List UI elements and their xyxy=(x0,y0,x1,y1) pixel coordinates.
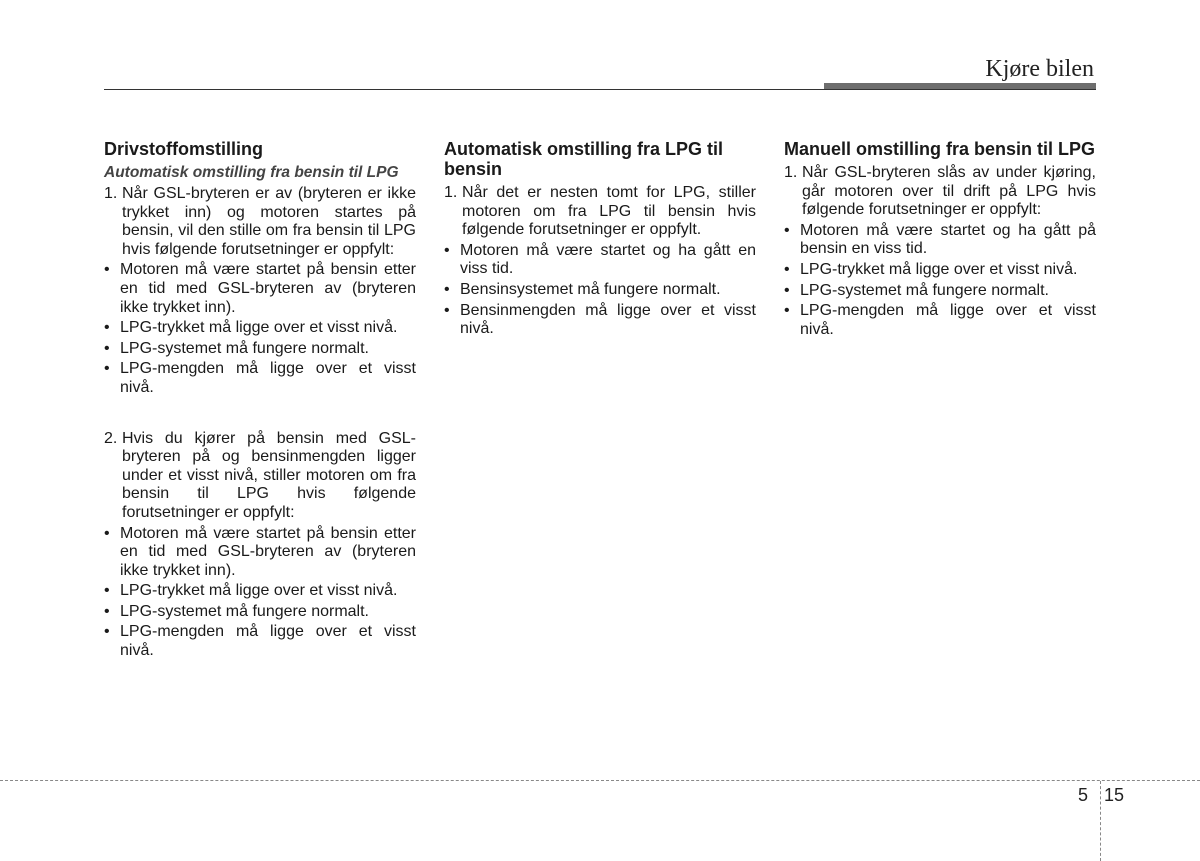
bullet-icon: • xyxy=(444,241,450,259)
bullet-text: Motoren må være startet og ha gått på bensin en viss tid. xyxy=(800,221,1096,258)
page-number: 15 xyxy=(1104,785,1125,805)
bullet-icon: • xyxy=(784,302,790,320)
header-rule xyxy=(104,89,1096,90)
item-text: Hvis du kjører på bensin med GSL-bryteren på og bensinmengden ligger under et visst nivå, stiller motoren om fra bensin til LPG hvis følgende forutsetninger er oppfylt: xyxy=(122,429,416,521)
column-manual-bensin-to-lpg xyxy=(784,139,1096,341)
column-subtitle: Automatisk omstilling fra bensin til LPG xyxy=(104,164,399,181)
bullet-text: LPG-mengden må ligge over et visst nivå. xyxy=(120,360,416,396)
column-title: Automatisk omstilling fra LPG til bensin xyxy=(444,139,724,179)
bullet-icon: • xyxy=(104,360,110,378)
bullet-item xyxy=(104,525,416,581)
spacer xyxy=(104,400,416,430)
bullet-item xyxy=(784,261,1096,280)
item-number: 1. xyxy=(444,184,458,201)
bullet-text: LPG-systemet må fungere normalt. xyxy=(800,281,1049,299)
column-title: Manuell omstilling fra bensin til LPG xyxy=(784,139,1096,159)
bullet-icon: • xyxy=(104,339,110,357)
footer-rule xyxy=(0,780,1200,781)
bullet-icon: • xyxy=(784,281,790,299)
bullet-item xyxy=(104,360,416,397)
item-text: Når GSL-bryteren er av (bryteren er ikke trykket inn) og motoren startes på bensin, vil den stille om fra bensin til LPG hvis følgende forutsetninger er oppfylt: xyxy=(122,185,416,258)
bullet-icon: • xyxy=(444,280,450,298)
bullet-text: LPG-trykket må ligge over et visst nivå. xyxy=(120,582,398,600)
bullet-icon: • xyxy=(104,623,110,641)
item-text: Når det er nesten tomt for LPG, stiller motoren om fra LPG til bensin hvis følgende forutsetninger er oppfylt. xyxy=(462,184,756,239)
column-title: Drivstoffomstilling xyxy=(104,139,264,159)
bullet-item xyxy=(784,282,1096,301)
bullet-icon: • xyxy=(104,524,110,542)
numbered-item xyxy=(104,430,416,523)
bullet-text: Bensinmengden må ligge over et visst nivå. xyxy=(460,301,756,338)
bullet-icon: • xyxy=(104,602,110,620)
bullet-item xyxy=(104,261,416,317)
bullet-item xyxy=(784,302,1096,339)
bullet-item xyxy=(444,242,756,279)
bullet-icon: • xyxy=(104,319,110,337)
section-title: Kjøre bilen xyxy=(985,56,1094,82)
bullet-item xyxy=(444,281,756,300)
bullet-item xyxy=(104,623,416,660)
bullet-item xyxy=(104,582,416,601)
bullet-item xyxy=(784,222,1096,259)
bullet-text: Motoren må være startet og ha gått en viss tid. xyxy=(460,241,756,278)
numbered-item xyxy=(784,164,1096,220)
item-number: 2. xyxy=(104,429,118,447)
item-number: 1. xyxy=(104,185,118,202)
bullet-text: LPG-trykket må ligge over et visst nivå. xyxy=(800,260,1078,278)
bullet-icon: • xyxy=(444,301,450,319)
bullet-text: LPG-trykket må ligge over et visst nivå. xyxy=(120,319,398,337)
bullet-text: Bensinsystemet må fungere normalt. xyxy=(460,280,721,298)
bullet-item xyxy=(104,319,416,338)
numbered-item xyxy=(444,184,756,240)
bullet-text: Motoren må være startet på bensin etter en tid med GSL-bryteren av (bryteren ikke trykket inn). xyxy=(120,261,416,316)
bullet-text: Motoren må være startet på bensin etter en tid med GSL-bryteren av (bryteren ikke trykket inn). xyxy=(120,524,416,579)
bullet-icon: • xyxy=(784,221,790,239)
bullet-text: LPG-systemet må fungere normalt. xyxy=(120,602,369,620)
column-drivstoffomstilling xyxy=(104,139,416,663)
column-lpg-to-bensin xyxy=(444,139,756,341)
item-text: Når GSL-bryteren slås av under kjøring, går motoren over til drift på LPG hvis følgende forutsetninger er oppfylt: xyxy=(802,164,1096,219)
bullet-icon: • xyxy=(104,261,110,279)
bullet-item xyxy=(444,302,756,339)
bullet-text: LPG-mengden må ligge over et visst nivå. xyxy=(800,302,1096,338)
footer-divider xyxy=(1100,781,1101,861)
bullet-icon: • xyxy=(104,582,110,600)
numbered-item xyxy=(104,185,416,259)
bullet-text: LPG-mengden må ligge over et visst nivå. xyxy=(120,623,416,660)
bullet-item xyxy=(104,603,416,622)
bullet-icon: • xyxy=(784,260,790,278)
item-number: 1. xyxy=(784,164,798,181)
chapter-number: 5 xyxy=(1078,785,1089,805)
bullet-item xyxy=(104,340,416,359)
bullet-text: LPG-systemet må fungere normalt. xyxy=(120,339,369,357)
